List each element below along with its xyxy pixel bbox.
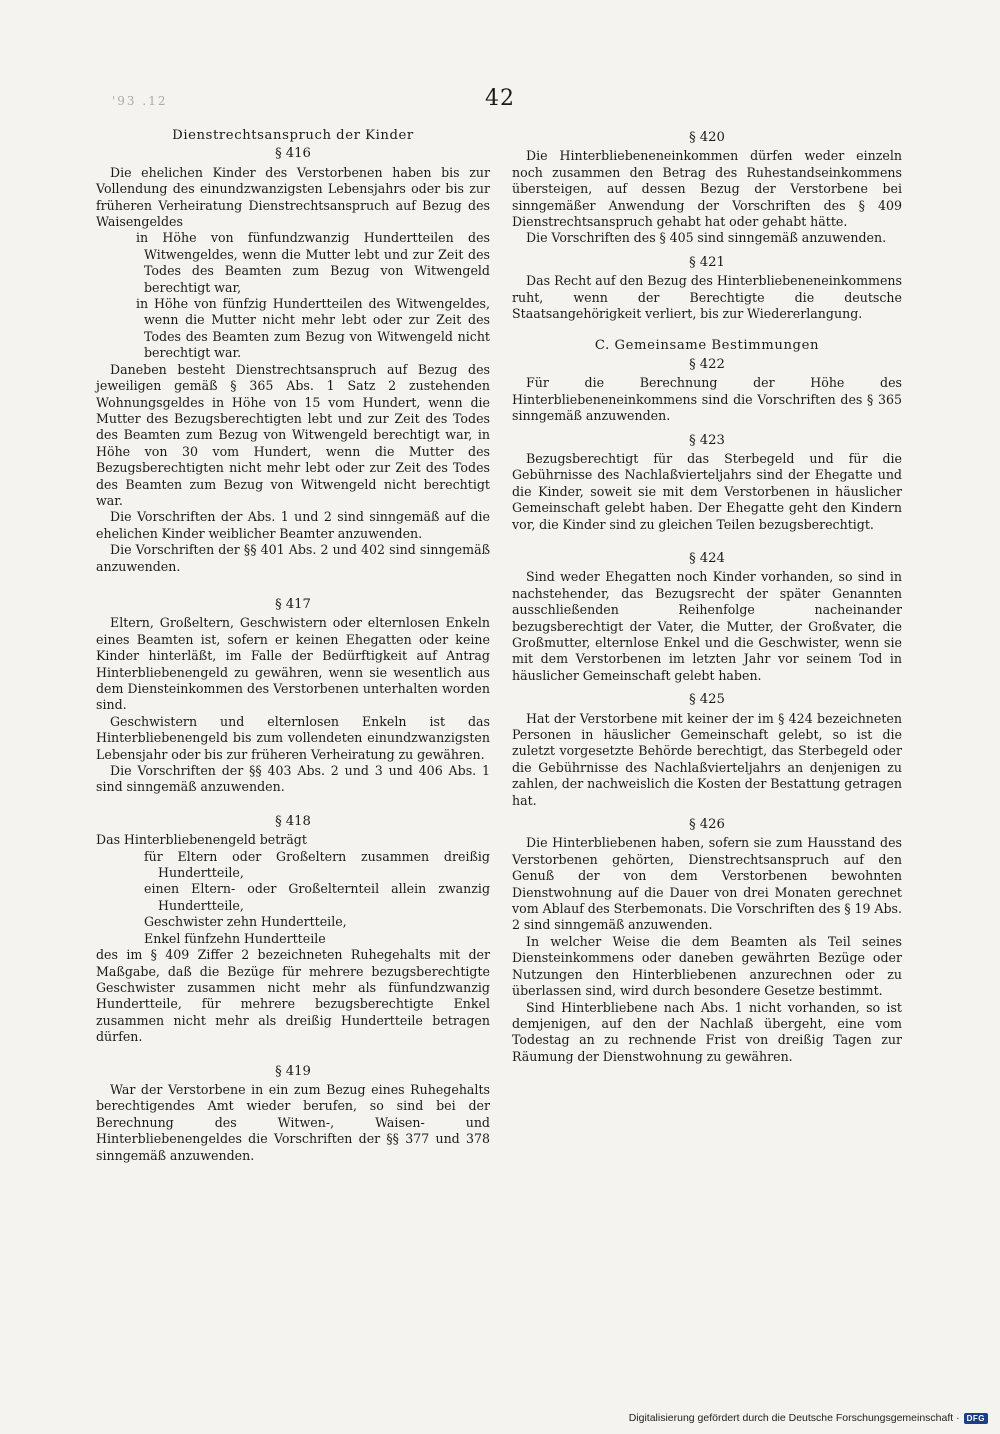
s426-text-1: Die Hinterbliebenen haben, sofern sie zum Hausstand des Verstorbenen gehörten, Dienstrechtsanspruch auf den Genuß der von dem Verstorbenen bewohnten Dienstwohnung auf die Dauer von drei Monaten gerechnet vom Ablauf des Sterbemonats. Die Vorschriften des § 19 Abs. 2 sind sinngemäß anzuwenden. bbox=[512, 835, 902, 933]
paragraph-number-416: § 416 bbox=[275, 146, 311, 162]
s418-text-1: Das Hinterbliebenengeld beträgt bbox=[96, 832, 307, 848]
s424-text-1: Sind weder Ehegatten noch Kinder vorhanden, so sind in nachstehender, das Bezugsrecht der später Genannten ausschließenden Reihenfolge nacheinander bezugsberechtigt der Vater, die Mutter, der Großvater, die Großmutter, elternlose Enkel und die Geschwister, wenn sie mit dem Verstorbenen im letzten Jahr vor seinem Tod in häuslicher Gemeinschaft gelebt haben. bbox=[512, 569, 902, 683]
s418-item-1: für Eltern oder Großeltern zusammen dreißig Hundertteile, bbox=[144, 848, 490, 881]
s418-text-2: des im § 409 Ziffer 2 bezeichneten Ruhegehalts mit der Maßgabe, daß die Bezüge für mehrere bezugsberechtigte Geschwister zusammen nicht mehr als fünfundzwanzig Hundertteile, für mehrere bezugsberechtigte Enkel zusammen nicht mehr als dreißig Hundertteile betragen dürfen. bbox=[96, 947, 490, 1045]
s418-item-3: Geschwister zehn Hundertteile, bbox=[144, 914, 347, 930]
paragraph-number-424: § 424 bbox=[689, 550, 725, 566]
s417-text-1: Eltern, Großeltern, Geschwistern oder elternlosen Enkeln eines Beamten ist, sofern er keinen Ehegatten oder keine Kinder hinterläßt, im Falle der Bedürftigkeit auf Antrag Hinterbliebenengeld zu gewähren, wenn sie wesentlich aus dem Diensteinkommen des Verstorbenen unterhalten worden sind. bbox=[96, 615, 490, 713]
s426-text-2: In welcher Weise die dem Beamten als Teil seines Diensteinkommens oder daneben gewährten Bezüge oder Nutzungen den Hinterbliebenen anzurechnen oder zu überlassen sind, wird durch besondere Gesetze bestimmt. bbox=[512, 933, 902, 999]
s417-text-2: Geschwistern und elternlosen Enkeln ist das Hinterbliebenengeld bis zum vollendeten einundzwanzigsten Lebensjahr oder bis zur früheren Verheiratung zu gewähren. bbox=[96, 713, 490, 762]
paragraph-number-426: § 426 bbox=[689, 817, 725, 833]
digitization-footer bbox=[629, 1412, 988, 1424]
s418-item-2: einen Eltern- oder Großelternteil allein zwanzig Hundertteile, bbox=[144, 881, 490, 913]
dfg-logo: DFG bbox=[964, 1413, 988, 1424]
s419-text-1: War der Verstorbene in ein zum Bezug eines Ruhegehalts berechtigendes Amt wieder berufen, so sind bei der Berechnung des Witwen-, Waisen- und Hinterbliebenengeldes die Vorschriften der §§ 377 und 378 sinngemäß anzuwenden. bbox=[96, 1081, 490, 1163]
s417-text-3: Die Vorschriften der §§ 403 Abs. 2 und 3 und 406 Abs. 1 sind sinngemäß anzuwenden. bbox=[96, 763, 490, 795]
s416-text-4: Die Vorschriften der §§ 401 Abs. 2 und 402 sind sinngemäß anzuwenden. bbox=[96, 542, 490, 574]
s416-text-1: Die ehelichen Kinder des Verstorbenen haben bis zur Vollendung des einundzwanzigsten Lebensjahrs oder bis zur früheren Verheiratung Dienstrechtsanspruch auf Bezug des Waisengeldes bbox=[96, 164, 490, 230]
paragraph-number-420: § 420 bbox=[689, 130, 725, 145]
paragraph-number-417: § 417 bbox=[275, 596, 311, 612]
s420-text-2: Die Vorschriften des § 405 sind sinngemäß anzuwenden. bbox=[526, 230, 887, 246]
s423-text-1: Bezugsberechtigt für das Sterbegeld und für die Gebührnisse des Nachlaßvierteljahrs sind der Ehegatte und die Kinder, soweit sie mit dem Verstorbenen in häuslicher Gemeinschaft gelebt haben. Der Ehegatte geht den Kindern vor, die Kinder sind zu gleichen Teilen bezugsberechtigt. bbox=[512, 450, 902, 532]
left-column bbox=[96, 128, 490, 1164]
s416-item-1: in Höhe von fünfundzwanzig Hundertteilen des Witwengeldes, wenn die Mutter lebt und zur Zeit des Todes des Beamten zum Bezug von Witwengeld berechtigt war, bbox=[136, 230, 490, 295]
library-stamp: '93 .12 bbox=[112, 94, 168, 108]
paragraph-number-423: § 423 bbox=[689, 432, 725, 448]
s421-text-1: Das Recht auf den Bezug des Hinterbliebeneneinkommens ruht, wenn der Berechtigte die deutsche Staatsangehörigkeit verliert, bis zur Wiedererlangung. bbox=[512, 273, 902, 322]
paragraph-number-425: § 425 bbox=[689, 692, 725, 708]
s422-text-1: Für die Berechnung der Höhe des Hinterbliebeneneinkommens sind die Vorschriften des § 365 sinngemäß anzuwenden. bbox=[512, 375, 902, 424]
s425-text-1: Hat der Verstorbene mit keiner der im § 424 bezeichneten Personen in häuslicher Gemeinschaft gelebt, so ist die zuletzt vorgesetzte Behörde berechtigt, das Sterbegeld oder die Gebührnisse des Nachlaßvierteljahrs an denjenigen zu zahlen, der nachweislich die Kosten der Bestattung getragen hat. bbox=[512, 710, 902, 808]
paragraph-number-421: § 421 bbox=[689, 254, 725, 270]
s426-text-3: Sind Hinterbliebene nach Abs. 1 nicht vorhanden, so ist demjenigen, auf den der Nachlaß übergeht, eine vom Todestag an zu rechnende Frist von dreißig Tagen zur Räumung der Dienstwohnung zu gewähren. bbox=[512, 999, 902, 1064]
section-heading: Dienstrechtsanspruch der Kinder bbox=[172, 128, 414, 143]
paragraph-number-419: § 419 bbox=[275, 1063, 311, 1079]
paragraph-number-418: § 418 bbox=[275, 813, 311, 829]
paragraph-number-422: § 422 bbox=[689, 356, 725, 372]
s418-item-4: Enkel fünfzehn Hundertteile bbox=[144, 930, 326, 946]
right-column bbox=[512, 128, 902, 1065]
page-number: 42 bbox=[485, 86, 515, 111]
s416-item-2: in Höhe von fünfzig Hundertteilen des Witwengeldes, wenn die Mutter nicht mehr lebt oder zur Zeit des Todes des Beamten zum Bezug von Witwengeld nicht berechtigt war. bbox=[136, 296, 490, 361]
s416-text-3: Die Vorschriften der Abs. 1 und 2 sind sinngemäß auf die ehelichen Kinder weiblicher Beamter anzuwenden. bbox=[96, 509, 490, 541]
footer-credit: Digitalisierung gefördert durch die Deutsche Forschungsgemeinschaft · bbox=[628, 1412, 960, 1424]
s420-text-1: Die Hinterbliebeneneinkommen dürfen weder einzeln noch zusammen den Betrag des Ruhestandseinkommens übersteigen, auf dessen Bezug der Verstorbene bei sinngemäßer Anwendung der Vorschriften des § 409 Dienstrechtsanspruch gehabt hat oder gehabt hätte. bbox=[512, 148, 902, 230]
s416-text-2: Daneben besteht Dienstrechtsanspruch auf Bezug des jeweiligen gemäß § 365 Abs. 1 Satz 2 zustehenden Wohnungsgeldes in Höhe von 15 vom Hundert, wenn die Mutter des Bezugsberechtigten lebt und zur Zeit des Todes des Beamten zum Bezug von Witwengeld berechtigt war, in Höhe von 30 vom Hundert, wenn die Mutter des Bezugsberechtigten nicht mehr lebt oder zur Zeit des Todes des Beamten zum Bezug von Witwengeld nicht berechtigt war. bbox=[96, 361, 490, 508]
section-heading-c: C. Gemeinsame Bestimmungen bbox=[594, 338, 820, 354]
